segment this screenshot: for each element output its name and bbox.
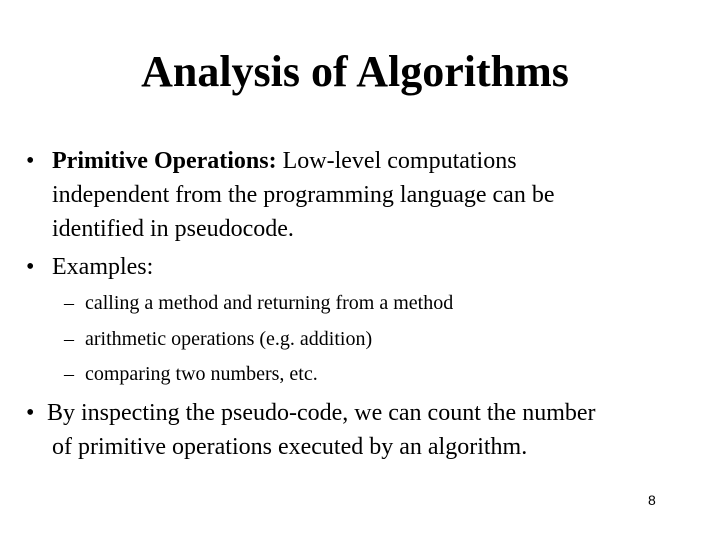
slide-title: Analysis of Algorithms xyxy=(141,47,569,96)
bullet-line-2: of primitive operations executed by an algorithm. xyxy=(52,434,528,460)
bullet-text: Examples: xyxy=(52,254,154,280)
page-number: 8 xyxy=(648,492,656,508)
bullet-marker: • xyxy=(26,400,35,426)
sub-bullet-text: comparing two numbers, etc. xyxy=(85,363,318,385)
bullet-text xyxy=(47,396,720,464)
bullet-primitive-operations xyxy=(26,144,706,246)
sub-bullet-text: calling a method and returning from a method xyxy=(85,292,454,314)
bullet-line-1: By inspecting the pseudo-code, we can count the number xyxy=(47,400,596,426)
bullet-marker: • xyxy=(26,254,35,280)
sub-bullet-marker: – xyxy=(64,292,74,314)
bullet-examples xyxy=(26,250,706,284)
bullet-marker: • xyxy=(26,148,35,174)
sub-bullet-text: arithmetic operations (e.g. addition) xyxy=(85,328,373,350)
bullet-line-2: independent from the programming language can be xyxy=(52,182,555,208)
sub-bullet-marker: – xyxy=(64,328,74,350)
sub-bullet-marker: – xyxy=(64,363,74,385)
bullet-line-3: identified in pseudocode. xyxy=(52,216,294,242)
bullet-text xyxy=(52,144,712,246)
bullet-label: Primitive Operations: xyxy=(52,148,277,174)
bullet-line-1 xyxy=(52,144,712,178)
bullet-inspecting-pseudocode xyxy=(26,396,716,464)
bullet-line-1-rest: Low-level computations xyxy=(276,148,517,174)
